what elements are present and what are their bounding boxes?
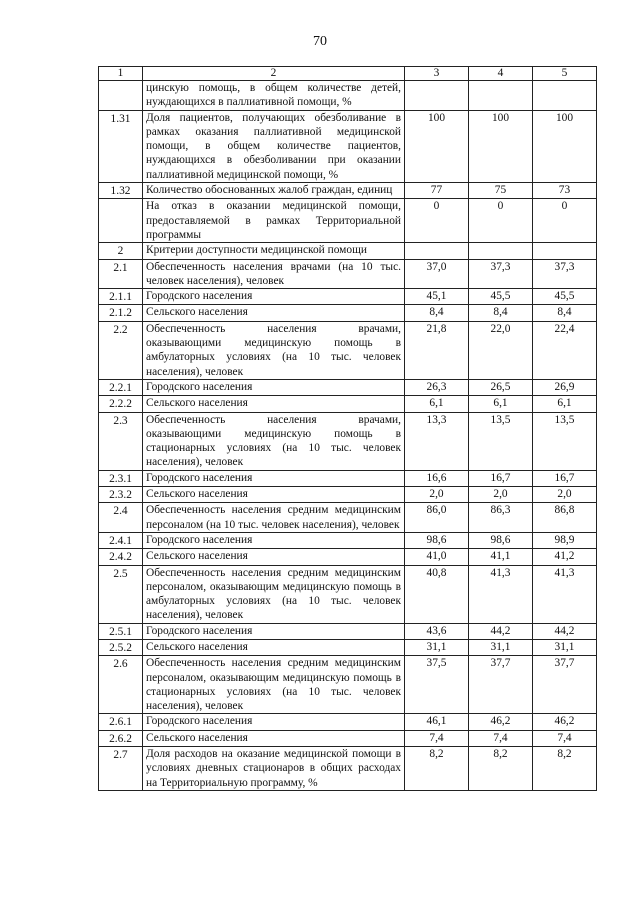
row-index-cell: 2.7	[99, 747, 143, 791]
row-value-col3-cell: 40,8	[405, 565, 469, 623]
row-value-col5-cell: 73	[533, 183, 597, 199]
row-value-col5-cell: 26,9	[533, 379, 597, 395]
row-value-col3-cell: 46,1	[405, 714, 469, 730]
row-index-cell: 2.5.2	[99, 639, 143, 655]
row-value-col4-cell	[469, 81, 533, 111]
row-value-col4-cell: 22,0	[469, 321, 533, 379]
row-index-cell: 2.1.1	[99, 289, 143, 305]
table-body	[99, 81, 597, 791]
row-description-cell: Сельского населения	[143, 639, 405, 655]
row-description-cell: Критерии доступности медицинской помощи	[143, 243, 405, 259]
row-description-cell: Количество обоснованных жалоб граждан, единиц	[143, 183, 405, 199]
table-row	[99, 110, 597, 182]
row-value-col3-cell: 13,3	[405, 412, 469, 470]
row-value-col5-cell: 98,9	[533, 532, 597, 548]
row-index-cell: 2.4.1	[99, 532, 143, 548]
row-description-cell: Сельского населения	[143, 549, 405, 565]
row-index-cell: 2.5.1	[99, 623, 143, 639]
row-value-col5-cell: 37,7	[533, 656, 597, 714]
row-value-col3-cell	[405, 243, 469, 259]
row-value-col4-cell: 26,5	[469, 379, 533, 395]
row-index-cell: 2	[99, 243, 143, 259]
row-value-col3-cell: 77	[405, 183, 469, 199]
row-value-col5-cell: 31,1	[533, 639, 597, 655]
column-header: 3	[405, 67, 469, 81]
row-value-col5-cell	[533, 243, 597, 259]
row-value-col4-cell: 100	[469, 110, 533, 182]
row-value-col3-cell: 41,0	[405, 549, 469, 565]
page-number: 70	[313, 34, 327, 49]
row-description-cell: Городского населения	[143, 289, 405, 305]
table-row	[99, 730, 597, 746]
table-row	[99, 747, 597, 791]
row-description-cell: Сельского населения	[143, 730, 405, 746]
row-value-col3-cell: 26,3	[405, 379, 469, 395]
row-value-col4-cell: 7,4	[469, 730, 533, 746]
row-value-col4-cell: 8,2	[469, 747, 533, 791]
row-value-col3-cell: 98,6	[405, 532, 469, 548]
row-value-col4-cell: 2,0	[469, 487, 533, 503]
row-value-col4-cell: 8,4	[469, 305, 533, 321]
row-value-col3-cell: 31,1	[405, 639, 469, 655]
table-row	[99, 199, 597, 243]
row-description-cell: Сельского населения	[143, 305, 405, 321]
row-description-cell: Городского населения	[143, 714, 405, 730]
row-value-col5-cell: 37,3	[533, 259, 597, 289]
row-description-cell: Обеспеченность населения средним медицинским персоналом, оказывающим медицинскую помощь в амбулаторных условиях (на 10 тыс. человек населения), человек	[143, 565, 405, 623]
row-index-cell: 2.2.1	[99, 379, 143, 395]
row-value-col3-cell: 45,1	[405, 289, 469, 305]
row-value-col3-cell: 86,0	[405, 503, 469, 533]
row-value-col3-cell: 37,0	[405, 259, 469, 289]
table-row	[99, 623, 597, 639]
row-value-col3-cell: 0	[405, 199, 469, 243]
row-value-col3-cell: 37,5	[405, 656, 469, 714]
row-value-col3-cell: 6,1	[405, 396, 469, 412]
row-value-col5-cell: 16,7	[533, 470, 597, 486]
row-value-col4-cell: 75	[469, 183, 533, 199]
row-value-col4-cell: 16,7	[469, 470, 533, 486]
row-description-cell: Городского населения	[143, 623, 405, 639]
row-description-cell: Обеспеченность населения врачами (на 10 тыс. человек населения), человек	[143, 259, 405, 289]
row-description-cell: Городского населения	[143, 470, 405, 486]
header-row	[99, 67, 597, 81]
row-description-cell: Доля расходов на оказание медицинской помощи в условиях дневных стационаров в общих расходах на Территориальную программу, %	[143, 747, 405, 791]
row-description-cell: Сельского населения	[143, 487, 405, 503]
row-value-col5-cell: 41,2	[533, 549, 597, 565]
table-row	[99, 487, 597, 503]
row-description-cell: Доля пациентов, получающих обезболивание в рамках оказания паллиативной медицинской помощи, в общем количестве пациентов, нуждающихся в обезболивании при оказании паллиативной медицинской помощи, %	[143, 110, 405, 182]
row-value-col5-cell: 13,5	[533, 412, 597, 470]
row-index-cell: 2.6	[99, 656, 143, 714]
table-row	[99, 532, 597, 548]
column-header: 1	[99, 67, 143, 81]
row-value-col4-cell: 37,3	[469, 259, 533, 289]
row-value-col5-cell: 46,2	[533, 714, 597, 730]
table-row	[99, 714, 597, 730]
row-value-col4-cell: 46,2	[469, 714, 533, 730]
table-row	[99, 639, 597, 655]
table-row	[99, 470, 597, 486]
row-description-cell: Городского населения	[143, 532, 405, 548]
row-value-col3-cell: 7,4	[405, 730, 469, 746]
row-index-cell: 2.5	[99, 565, 143, 623]
row-description-cell: Городского населения	[143, 379, 405, 395]
row-value-col3-cell: 8,4	[405, 305, 469, 321]
row-index-cell	[99, 81, 143, 111]
table-row	[99, 243, 597, 259]
column-header: 4	[469, 67, 533, 81]
row-index-cell: 2.3	[99, 412, 143, 470]
row-value-col4-cell: 41,1	[469, 549, 533, 565]
row-value-col5-cell: 45,5	[533, 289, 597, 305]
row-index-cell: 1.31	[99, 110, 143, 182]
row-value-col5-cell: 8,2	[533, 747, 597, 791]
row-value-col5-cell: 2,0	[533, 487, 597, 503]
criteria-table	[98, 66, 597, 791]
row-value-col4-cell: 98,6	[469, 532, 533, 548]
column-header: 2	[143, 67, 405, 81]
row-index-cell: 1.32	[99, 183, 143, 199]
row-description-cell: цинскую помощь, в общем количестве детей, нуждающихся в паллиативной помощи, %	[143, 81, 405, 111]
table-row	[99, 305, 597, 321]
row-index-cell: 2.6.2	[99, 730, 143, 746]
table-row	[99, 289, 597, 305]
row-index-cell: 2.1	[99, 259, 143, 289]
table-row	[99, 565, 597, 623]
row-value-col5-cell: 8,4	[533, 305, 597, 321]
table-row	[99, 259, 597, 289]
table-row	[99, 503, 597, 533]
row-index-cell: 2.2	[99, 321, 143, 379]
row-value-col4-cell: 86,3	[469, 503, 533, 533]
table-row	[99, 379, 597, 395]
row-description-cell: На отказ в оказании медицинской помощи, предоставляемой в рамках Территориальной программы	[143, 199, 405, 243]
table-row	[99, 396, 597, 412]
row-value-col3-cell: 2,0	[405, 487, 469, 503]
row-index-cell: 2.1.2	[99, 305, 143, 321]
table-row	[99, 656, 597, 714]
row-value-col5-cell: 44,2	[533, 623, 597, 639]
row-description-cell: Сельского населения	[143, 396, 405, 412]
row-value-col4-cell: 44,2	[469, 623, 533, 639]
row-value-col3-cell: 100	[405, 110, 469, 182]
row-value-col3-cell: 16,6	[405, 470, 469, 486]
row-value-col3-cell: 43,6	[405, 623, 469, 639]
row-index-cell: 2.4	[99, 503, 143, 533]
row-value-col4-cell: 45,5	[469, 289, 533, 305]
row-index-cell: 2.6.1	[99, 714, 143, 730]
row-value-col4-cell: 6,1	[469, 396, 533, 412]
row-value-col4-cell: 0	[469, 199, 533, 243]
row-value-col5-cell: 100	[533, 110, 597, 182]
row-index-cell	[99, 199, 143, 243]
table-row	[99, 549, 597, 565]
table-row	[99, 412, 597, 470]
row-description-cell: Обеспеченность населения средним медицинским персоналом (на 10 тыс. человек населения), человек	[143, 503, 405, 533]
row-value-col4-cell: 31,1	[469, 639, 533, 655]
row-value-col4-cell: 13,5	[469, 412, 533, 470]
row-index-cell: 2.4.2	[99, 549, 143, 565]
row-index-cell: 2.3.1	[99, 470, 143, 486]
row-description-cell: Обеспеченность населения врачами, оказывающими медицинскую помощь в амбулаторных условиях (на 10 тыс. человек населения), человек	[143, 321, 405, 379]
table-row	[99, 183, 597, 199]
row-index-cell: 2.3.2	[99, 487, 143, 503]
row-value-col5-cell	[533, 81, 597, 111]
row-value-col4-cell: 37,7	[469, 656, 533, 714]
row-value-col4-cell: 41,3	[469, 565, 533, 623]
row-value-col5-cell: 7,4	[533, 730, 597, 746]
row-description-cell: Обеспеченность населения врачами, оказывающими медицинскую помощь в стационарных условиях (на 10 тыс. человек населения), человек	[143, 412, 405, 470]
table-row	[99, 81, 597, 111]
row-value-col5-cell: 6,1	[533, 396, 597, 412]
row-value-col5-cell: 22,4	[533, 321, 597, 379]
row-value-col3-cell: 8,2	[405, 747, 469, 791]
row-index-cell: 2.2.2	[99, 396, 143, 412]
table-row	[99, 321, 597, 379]
row-value-col5-cell: 41,3	[533, 565, 597, 623]
row-value-col5-cell: 86,8	[533, 503, 597, 533]
row-value-col3-cell	[405, 81, 469, 111]
row-value-col4-cell	[469, 243, 533, 259]
column-header: 5	[533, 67, 597, 81]
row-value-col5-cell: 0	[533, 199, 597, 243]
row-description-cell: Обеспеченность населения средним медицинским персоналом, оказывающим медицинскую помощь в стационарных условиях (на 10 тыс. человек населения), человек	[143, 656, 405, 714]
row-value-col3-cell: 21,8	[405, 321, 469, 379]
